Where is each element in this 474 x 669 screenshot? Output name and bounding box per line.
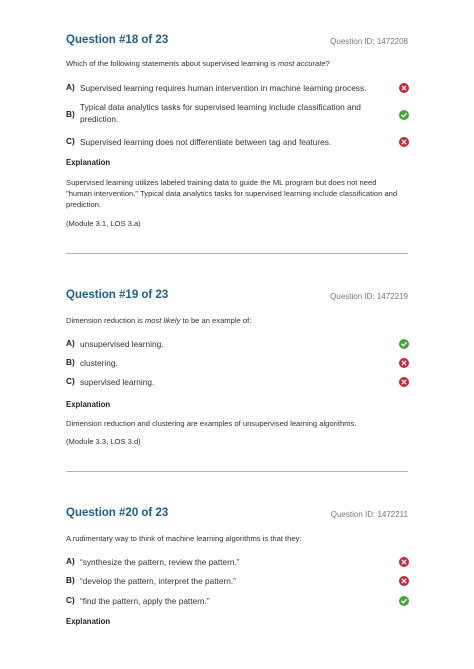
option-text: “find the pattern, apply the pattern.” <box>80 596 210 606</box>
question-stem <box>66 315 408 326</box>
option-letter: B) <box>66 575 75 585</box>
option-letter: A) <box>66 338 75 348</box>
x-circle-icon <box>399 557 409 567</box>
answer-option <box>66 357 408 369</box>
module-reference: (Module 3.1, LOS 3.a) <box>66 219 141 228</box>
option-letter: C) <box>66 595 75 605</box>
answer-option <box>66 595 408 607</box>
question-title: Question #20 of 23 <box>66 507 169 519</box>
option-text: Supervised learning requires human intervention in machine learning process. <box>80 83 367 93</box>
question-id: Question ID: 1472219 <box>330 292 408 301</box>
x-circle-icon <box>399 137 409 147</box>
stem-emphasis: most accurate <box>277 59 326 68</box>
check-circle-icon <box>399 596 409 606</box>
option-text: supervised learning. <box>80 377 155 387</box>
question-header <box>66 289 408 305</box>
option-letter: C) <box>66 376 75 386</box>
divider <box>66 253 408 254</box>
explanation-heading: Explanation <box>66 617 111 626</box>
x-circle-icon <box>399 358 409 368</box>
stem-text-end: ? <box>325 59 330 68</box>
option-text: “develop the pattern, interpret the pattern.” <box>80 576 236 586</box>
question-title: Question #19 of 23 <box>66 289 169 301</box>
check-circle-icon <box>399 339 409 349</box>
explanation-text: Supervised learning utilizes labeled training data to guide the ML program but does not need "human intervention." Typical data analytics tasks for supervised learning include classification and prediction. <box>66 178 398 209</box>
option-letter: A) <box>66 82 75 92</box>
stem-emphasis: most likely <box>144 316 181 325</box>
answer-option <box>66 575 408 587</box>
question-id: Question ID: 1472208 <box>330 37 408 46</box>
question-stem <box>66 533 408 544</box>
stem-text-end: to be an example of: <box>180 316 252 325</box>
option-letter: B) <box>66 109 75 119</box>
explanation-heading: Explanation <box>66 400 111 409</box>
question-header <box>66 34 408 50</box>
divider <box>66 471 408 472</box>
answer-option <box>66 376 408 388</box>
x-circle-icon <box>399 83 409 93</box>
module-reference: (Module 3.3, LOS 3.d) <box>66 437 141 446</box>
stem-text: Dimension reduction is <box>66 316 145 325</box>
option-text: clustering. <box>80 358 118 368</box>
question-stem <box>66 58 408 69</box>
option-letter: B) <box>66 357 75 367</box>
option-letter: A) <box>66 556 75 566</box>
option-text: Typical data analytics tasks for supervised learning include classification and prediction. <box>80 102 361 124</box>
question-title: Question #18 of 23 <box>66 34 169 46</box>
answer-option <box>66 136 408 148</box>
check-circle-icon <box>399 110 409 120</box>
option-text: unsupervised learning. <box>80 339 164 349</box>
question-header <box>66 507 408 523</box>
option-text: Supervised learning does not differentiate between tag and features. <box>80 137 332 147</box>
option-letter: C) <box>66 136 75 146</box>
question-id: Question ID: 1472211 <box>330 510 408 519</box>
x-circle-icon <box>399 576 409 586</box>
x-circle-icon <box>399 377 409 387</box>
stem-text: A rudimentary way to think of machine learning algorithms is that they: <box>66 534 302 543</box>
explanation-text: Dimension reduction and clustering are examples of unsupervised learning algorithms. <box>66 419 357 428</box>
answer-option <box>66 101 408 125</box>
answer-option <box>66 338 408 350</box>
answer-option <box>66 556 408 568</box>
answer-option <box>66 82 408 94</box>
option-text: “synthesize the pattern, review the pattern.” <box>80 557 240 567</box>
explanation-heading: Explanation <box>66 158 111 167</box>
stem-text: Which of the following statements about supervised learning is <box>66 59 278 68</box>
